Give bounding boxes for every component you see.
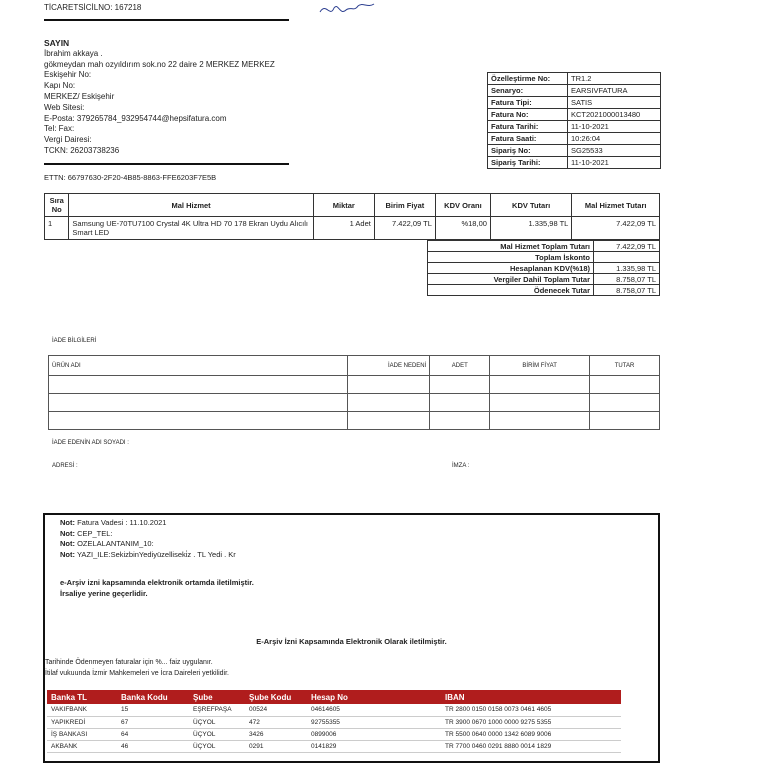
meta-row [488,145,661,157]
notes-box [43,513,660,763]
buyer-city: Eskişehir No: [44,70,92,80]
meta-key: Fatura Saati: [488,133,568,145]
court-info: İtilaf vukuunda İzmir Mahkemeleri ve İcra Daireleri yetkilidir. [45,670,230,677]
returns-header: ADET [430,356,490,376]
bank-header: Banka TL [47,690,117,704]
bank-row [47,740,621,752]
totals-table [427,240,660,296]
earsiv-line-2: İrsaliye yerine geçerlidir. [60,589,148,598]
bank-cell: 0141829 [307,740,441,752]
signature-label: İMZA : [452,463,470,469]
total-row [428,263,660,274]
total-row [428,252,660,263]
buyer-district: MERKEZ/ Eskişehir [44,91,115,101]
returns-row [49,394,660,412]
invoice-meta-table [487,72,661,169]
meta-key: Fatura Tarihi: [488,121,568,133]
note-label: Not: [60,539,75,548]
returns-row [49,412,660,430]
bank-cell: 46 [117,740,189,752]
ticaret-sicil: TİCARETSİCİLNO: 167218 [44,3,142,12]
total-value: 7.422,09 TL [594,241,660,252]
bank-cell: TR 2800 0150 0158 0073 0461 4605 [441,704,621,716]
note-label: Not: [60,549,75,559]
note-text: YAZI_ILE:SekizbinYediyüzelliseki̇z . TL Yedi . Kr [76,549,236,559]
buyer-email: E-Posta: 379265784_932954744@hepsifatura.com [44,113,227,123]
buyer-vergi: Vergi Dairesi: [44,135,92,145]
bank-cell: ÜÇYOL [189,716,245,728]
bank-cell: 0899006 [307,728,441,740]
meta-value: 10:26:04 [568,133,661,145]
items-header: Mal Hizmet Tutarı [572,194,660,217]
earsiv-center-text: E-Arşiv İzni Kapsamında Elektronik Olarak iletilmiştir. [256,637,447,646]
header-divider [44,19,289,21]
returns-header: TUTAR [590,356,660,376]
returns-header: BİRİM FİYAT [490,356,590,376]
item-cell: Samsung UE-70TU7100 Crystal 4K Ultra HD 70 178 Ekran Uydu Alıcılı Smart LED [69,217,313,240]
item-row [45,217,660,240]
meta-row [488,73,661,85]
buyer-kapi: Kapı No: [44,81,76,91]
bank-cell: 04614605 [307,704,441,716]
total-value [594,252,660,263]
bank-cell: EŞREFPAŞA [189,704,245,716]
note-text: Fatura Vadesi : 11.10.2021 [77,518,167,527]
bank-cell: ÜÇYOL [189,740,245,752]
bank-cell: 92755355 [307,716,441,728]
buyer-divider [44,163,289,165]
bank-header: Şube [189,690,245,704]
items-header: Mal Hizmet [69,194,313,217]
meta-row [488,97,661,109]
note-line [60,529,236,540]
meta-value: SATIS [568,97,661,109]
bank-cell: 15 [117,704,189,716]
returns-row [49,376,660,394]
note-line [60,518,236,529]
returner-address-label: ADRESİ : [52,463,78,469]
note-text: OZELALANTANIM_10: [77,539,154,548]
signature-stamp [318,0,378,22]
meta-key: Fatura No: [488,109,568,121]
meta-key: Sipariş Tarihi: [488,157,568,169]
items-header: Birim Fiyat [374,194,435,217]
note-label: Not: [60,528,75,538]
bank-table [47,690,621,753]
buyer-name: İbrahim akkaya . [44,48,103,58]
note-text: CEP_TEL: [77,528,113,538]
bank-cell: ÜÇYOL [189,728,245,740]
meta-value: 11-10-2021 [568,121,661,133]
items-header: KDV Oranı [435,194,490,217]
bank-cell: 64 [117,728,189,740]
bank-cell: 3426 [245,728,307,740]
total-row [428,241,660,252]
note-line [60,539,236,550]
meta-value: SG25533 [568,145,661,157]
meta-row [488,121,661,133]
bank-cell: TR 7700 0460 0291 8880 0014 1829 [441,740,621,752]
returns-header: İADE NEDENİ [348,356,430,376]
earsiv-line-1: e-Arşiv izni kapsamında elektronik ortamda iletilmiştir. [60,578,254,587]
total-label: Toplam İskonto [428,252,594,263]
total-label: Mal Hizmet Toplam Tutarı [428,241,594,252]
returns-header: ÜRÜN ADI [49,356,348,376]
meta-value: KCT2021000013480 [568,109,661,121]
items-header: Miktar [313,194,374,217]
buyer-title: SAYIN [44,38,70,48]
bank-header: Banka Kodu [117,690,189,704]
ettn: ETTN: 66797630-2F20-4B85-8863-FFE6203F7E5B [44,173,217,182]
item-cell: 1 [45,217,69,240]
bank-cell: 0291 [245,740,307,752]
buyer-tckn: TCKN: 26203738236 [44,145,120,155]
interest-info: Tarihinde Ödenmeyen faturalar için %... faiz uygulanır. [45,659,213,666]
bank-cell: 472 [245,716,307,728]
bank-cell: YAPIKREDİ [47,716,117,728]
item-cell: %18,00 [435,217,490,240]
meta-row [488,109,661,121]
bank-cell: AKBANK [47,740,117,752]
items-header: Sıra No [45,194,69,217]
buyer-address: gökmeydan mah ozyıldırım sok.no 22 daire 2 MERKEZ MERKEZ [44,59,275,69]
note-label: Not: [60,518,75,527]
bank-row [47,716,621,728]
buyer-block [44,38,294,157]
buyer-tel: Tel: Fax: [44,124,75,134]
meta-key: Senaryo: [488,85,568,97]
notes-list [60,518,236,560]
buyer-web: Web Sitesi: [44,102,85,112]
bank-cell: 00524 [245,704,307,716]
returns-title: İADE BİLGİLERİ [52,338,97,344]
meta-key: Özelleştirme No: [488,73,568,85]
items-header: KDV Tutarı [490,194,571,217]
total-row [428,285,660,296]
item-cell: 7.422,09 TL [374,217,435,240]
bank-header: IBAN [441,690,621,704]
returns-table [48,355,660,430]
earsiv-notice [60,577,254,599]
meta-value: 11-10-2021 [568,157,661,169]
total-value: 1.335,98 TL [594,263,660,274]
bank-row [47,704,621,716]
meta-key: Sipariş No: [488,145,568,157]
meta-value: EARSIVFATURA [568,85,661,97]
total-value: 8.758,07 TL [594,285,660,296]
total-label: Ödenecek Tutar [428,285,594,296]
bank-cell: 67 [117,716,189,728]
total-value: 8.758,07 TL [594,274,660,285]
items-table [44,193,660,240]
bank-header: Şube Kodu [245,690,307,704]
legal-info [45,657,229,679]
meta-row [488,133,661,145]
bank-header: Hesap No [307,690,441,704]
meta-row [488,157,661,169]
bank-cell: TR 3900 0670 1000 0000 9275 5355 [441,716,621,728]
meta-key: Fatura Tipi: [488,97,568,109]
total-row [428,274,660,285]
total-label: Vergiler Dahil Toplam Tutar [428,274,594,285]
bank-row [47,728,621,740]
bank-cell: TR 5500 0640 0000 1342 6089 9006 [441,728,621,740]
item-cell: 1 Adet [313,217,374,240]
meta-row [488,85,661,97]
total-label: Hesaplanan KDV(%18) [428,263,594,274]
meta-value: TR1.2 [568,73,661,85]
item-cell: 1.335,98 TL [490,217,571,240]
bank-cell: VAKIFBANK [47,704,117,716]
bank-cell: İŞ BANKASI [47,728,117,740]
note-line [60,550,236,561]
item-cell: 7.422,09 TL [572,217,660,240]
returner-name-label: İADE EDENİN ADI SOYADI : [52,440,129,446]
